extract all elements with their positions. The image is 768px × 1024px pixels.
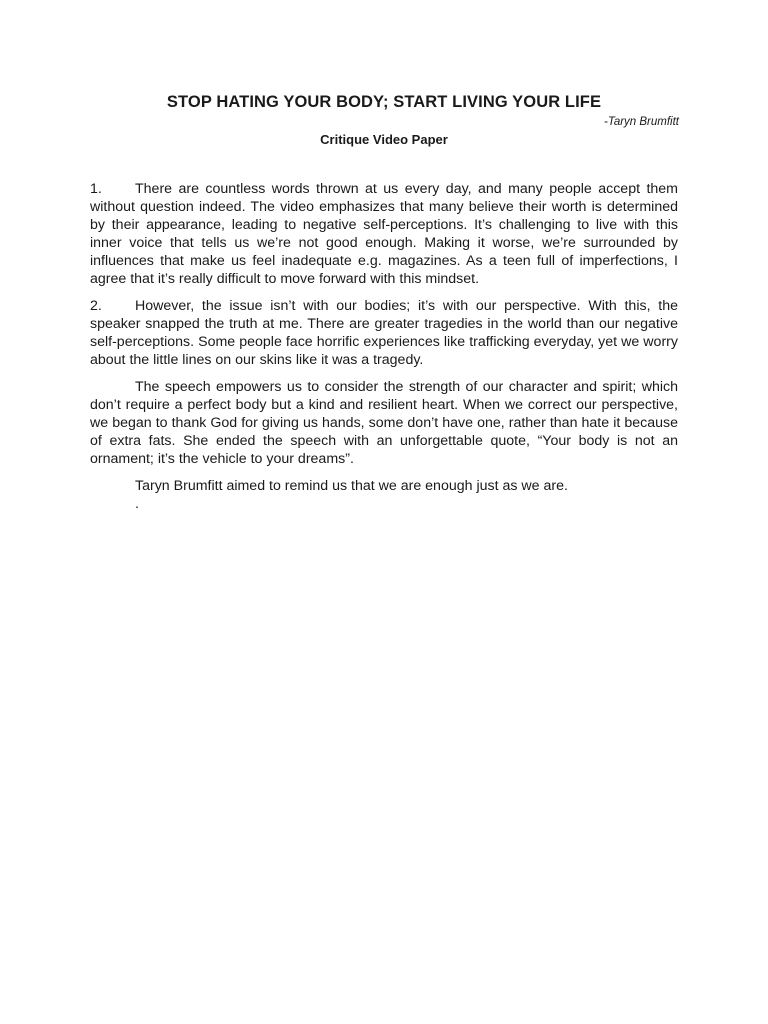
author-attribution: -Taryn Brumfitt <box>604 116 679 128</box>
trailing-mark: . <box>135 496 139 512</box>
document-title: STOP HATING YOUR BODY; START LIVING YOUR LIFE <box>166 93 602 111</box>
paragraph-4: Taryn Brumfitt aimed to remind us that we are enough just as we are. <box>135 478 568 494</box>
document-subtitle: Critique Video Paper <box>320 132 448 147</box>
paragraph-text: However, the issue isn’t with our bodies; it’s with our perspective. With this, the speaker snapped the truth at me. There are greater tragedies in the world than our negative self-perceptions. Some people face horrific experiences like trafficking everyday, yet we worry about the little lines on our skins like it was a tragedy. <box>90 298 678 368</box>
document-body <box>90 180 678 513</box>
paragraph-2 <box>90 297 678 369</box>
paragraph-3: The speech empowers us to consider the strength of our character and spirit; which don’t require a perfect body but a kind and resilient heart. When we correct our perspective, we began to thank God for giving us hands, some don’t have one, rather than hate it because of extra fats. She ended the speech with an unforgettable quote, “Your body is not an ornament; it’s the vehicle to your dreams”. <box>90 379 678 467</box>
paragraph-1 <box>90 180 678 288</box>
paragraph-number: 1. <box>90 181 102 197</box>
paragraph-number: 2. <box>90 298 102 314</box>
paragraph-text: There are countless words thrown at us every day, and many people accept them without question indeed. The video emphasizes that many believe their worth is determined by their appearance, leading to negative self-perceptions. It’s challenging to live with this inner voice that tells us we’re not good enough. Making it worse, we’re surrounded by influences that make us feel inadequate e.g. magazines. As a teen full of imperfections, I agree that it’s really difficult to move forward with this mindset. <box>90 181 678 287</box>
